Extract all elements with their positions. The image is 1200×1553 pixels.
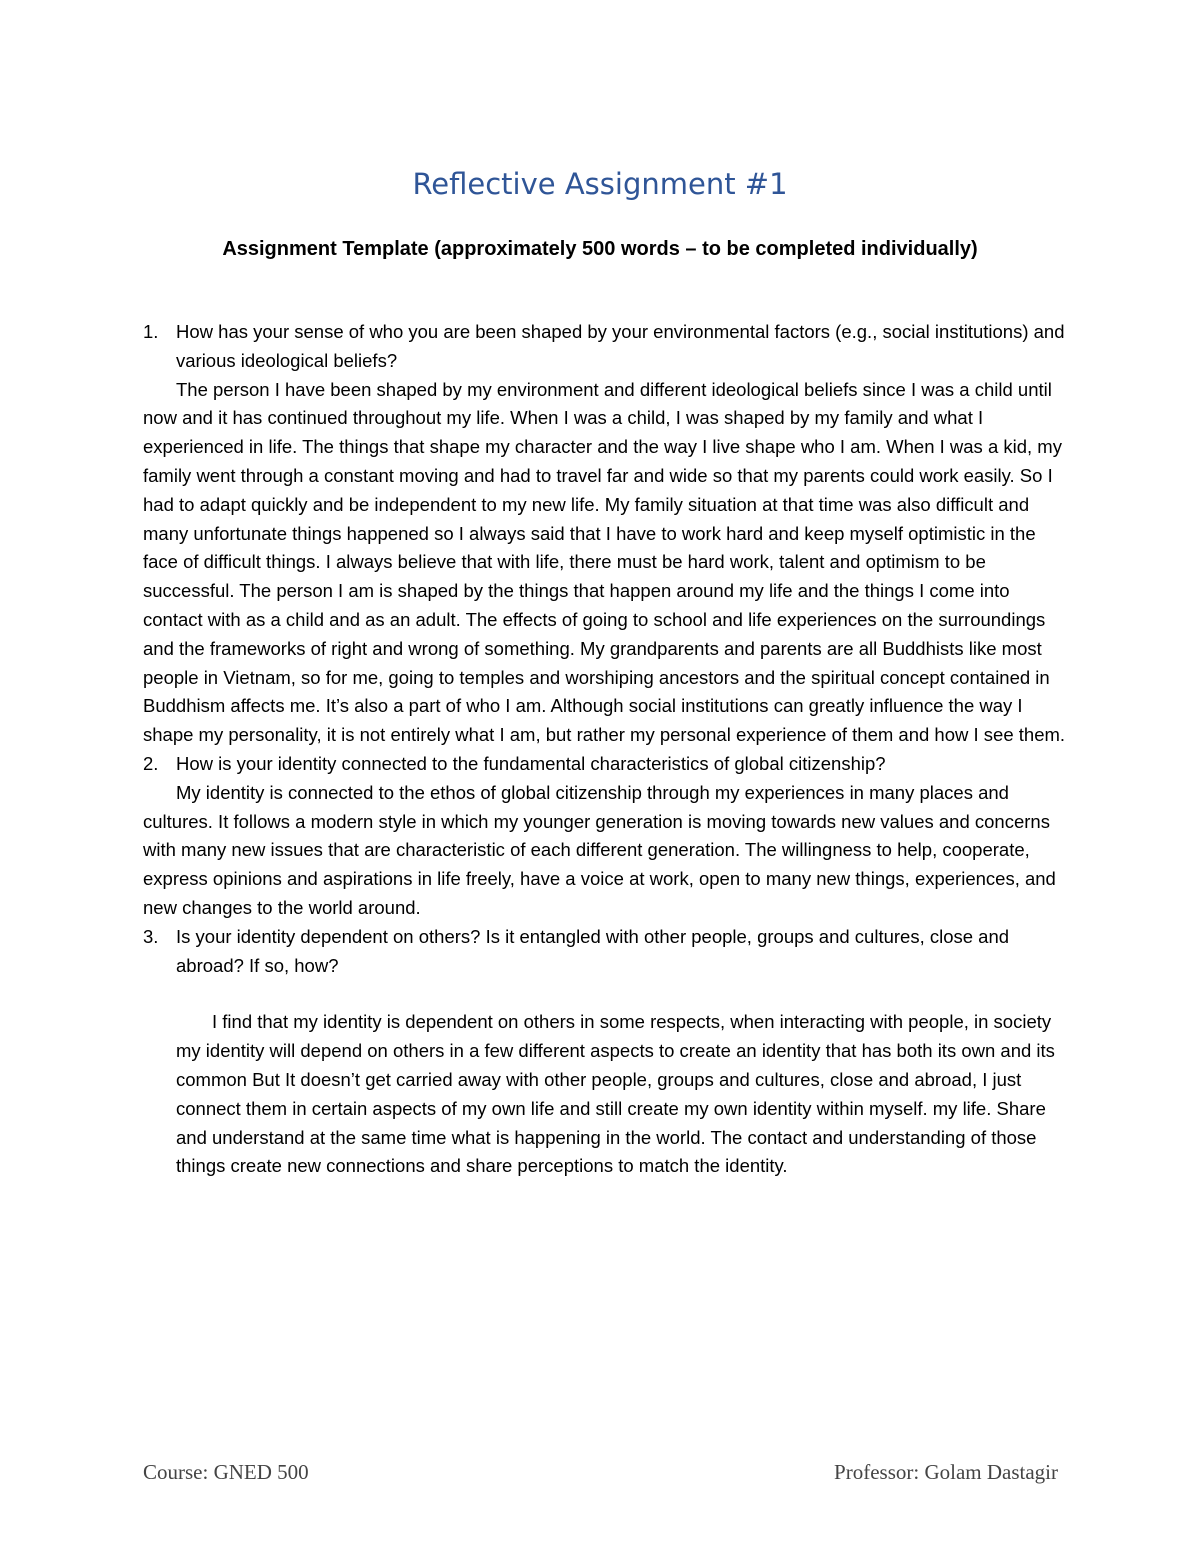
question-text: How has your sense of who you are been shaped by your environmental factors (e.g., social institutions) and various ideological beliefs? <box>176 321 1065 371</box>
question-number: 1. <box>143 321 159 342</box>
footer-course: Course: GNED 500 <box>143 1460 309 1484</box>
question-number: 2. <box>143 752 159 774</box>
document-body <box>143 318 1073 1181</box>
page-title: Reflective Assignment #1 <box>412 167 788 201</box>
question-2 <box>143 750 1073 779</box>
answer-2: My identity is connected to the ethos of global citizenship through my experiences in many places and cultures. It follows a modern style in which my younger generation is moving towards new values and concerns with many new issues that are characteristic of each different generation. The willingness to help, cooperate, express opinions and aspirations in life freely, have a voice at work, open to many new things, experiences, and new changes to the world around. <box>143 781 1056 918</box>
question-3 <box>143 923 1073 981</box>
page-subtitle: Assignment Template (approximately 500 words – to be completed individually) <box>222 238 978 260</box>
answer-1: The person I have been shaped by my environment and different ideological beliefs since I was a child until now and it has continued throughout my life. When I was a child, I was shaped by my family and what I experienced in life. The things that shape my character and the way I live shape who I am. When I was a kid, my family went through a constant moving and had to travel far and wide so that my parents could work easily. So I had to adapt quickly and be independent to my new life. My family situation at that time was also difficult and many unfortunate things happened so I always said that I have to work hard and keep myself optimistic in the face of difficult things. I always believe that with life, there must be hard work, talent and optimism to be successful. The person I am is shaped by the things that happen around my life and the things I come into contact with as a child and as an adult. The effects of going to school and life experiences on the surroundings and the frameworks of right and wrong of something. My grandparents and parents are all Buddhists like most people in Vietnam, so for me, going to temples and worshiping ancestors and the spiritual concept contained in Buddhism affects me. It’s also a part of who I am. Although social institutions can greatly influence the way I shape my personality, it is not entirely what I am, but rather my personal experience of them and how I see them. <box>143 378 1066 746</box>
footer-professor: Professor: Golam Dastagir <box>834 1460 1058 1484</box>
question-text: Is your identity dependent on others? Is it entangled with other people, groups and cultures, close and abroad? If so, how? <box>176 925 1010 976</box>
question-1 <box>143 318 1073 376</box>
question-text: How is your identity connected to the fundamental characteristics of global citizenship? <box>176 752 886 774</box>
answer-3: I find that my identity is dependent on others in some respects, when interacting with people, in society my identity will depend on others in a few different aspects to create an identity that has both its own and its common But It doesn’t get carried away with other people, groups and cultures, close and abroad, I just connect them in certain aspects of my own life and still create my own identity within myself. my life. Share and understand at the same time what is happening in the world. The contact and understanding of those things create new connections and share perceptions to match the identity. <box>176 1011 1055 1177</box>
question-number: 3. <box>143 925 159 947</box>
